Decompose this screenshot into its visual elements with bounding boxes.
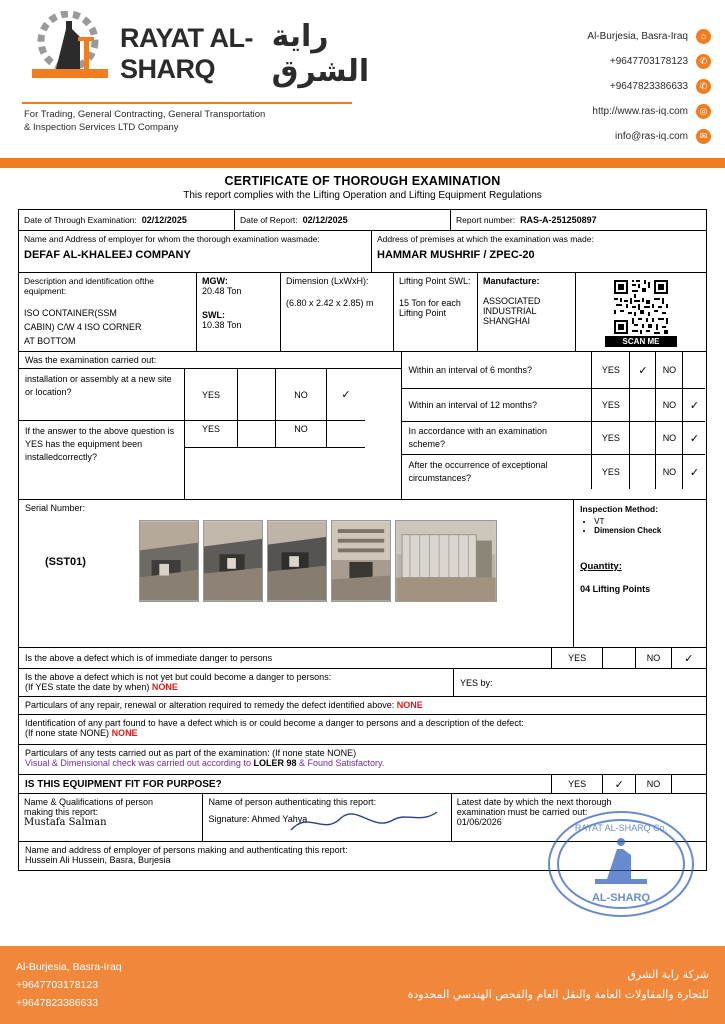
examination-q2-text [19, 421, 185, 499]
header-accent-bar [0, 158, 725, 168]
employer-left-value: DEFAF AL-KHALEEJ COMPANY [24, 249, 191, 261]
page-subtitle: This report complies with the Lifting Operation and Lifting Equipment Regulations [183, 190, 542, 201]
identification-line1: Identification of any part found to have a defect which is or could become a danger to persons and a description of the defect: [25, 718, 524, 728]
future-danger-value: NONE [151, 682, 178, 692]
immediate-danger-no-tick[interactable]: ✓ [672, 648, 706, 669]
tests-regulation: LOLER 98 [253, 758, 297, 768]
scheme-label: In accordance with an examination scheme? [402, 422, 592, 455]
stamp-bottom-text: AL-SHARQ [591, 892, 651, 904]
next-exam-label-2: examination must be carried out: [456, 807, 588, 817]
contact-phone-2-text: +9647823386633 [609, 81, 688, 92]
signature-name: Ahmed Yahya [251, 814, 308, 824]
interval-6-no-tick[interactable] [683, 352, 705, 389]
exceptional-label: After the occurrence of exceptional circumstances? [402, 455, 592, 489]
tagline-line-1: For Trading, General Contracting, General Transportation [24, 109, 266, 120]
scheme-row [402, 422, 706, 455]
dimension-cell [281, 273, 394, 352]
footer-phone-2: +9647823386633 [16, 997, 99, 1009]
phone-icon: ✆ [696, 79, 711, 94]
fit-for-purpose-row [19, 775, 706, 794]
exceptional-no-tick[interactable]: ✓ [689, 466, 700, 479]
certificate-table [18, 209, 707, 871]
contact-phone-1 [411, 49, 711, 74]
contact-email[interactable] [411, 124, 711, 149]
interval-6-no[interactable]: NO [656, 352, 683, 389]
examination-right [402, 352, 706, 499]
quantity-label: Quantity: [580, 561, 622, 572]
q1-tick-cell[interactable]: ✓ [327, 369, 365, 421]
signature-row [19, 794, 706, 842]
company-logo-icon [22, 11, 118, 97]
description-value-2: CABIN) C/W 4 ISO CORNER [24, 322, 142, 332]
mgw-value: 20.48 Ton [202, 286, 242, 296]
footer-arabic-1: شركة راية الشرق [627, 968, 709, 981]
logo-block [14, 8, 374, 134]
serial-label: Serial Number: [25, 503, 86, 513]
interval-6-yes[interactable]: YES [592, 352, 630, 389]
employer-left-label: Name and Address of employer for whom the thorough examination wasmade: [24, 234, 320, 244]
quantity-value: 04 Lifting Points [580, 584, 651, 594]
report-number-cell [451, 210, 706, 231]
lifting-point-photo-2 [203, 520, 263, 602]
next-exam-cell [452, 794, 706, 842]
exceptional-no[interactable]: NO [656, 455, 683, 489]
interval-12-label: Within an interval of 12 months? [402, 389, 592, 422]
report-number-label: Report number: [456, 215, 516, 225]
title-block [0, 168, 725, 203]
description-row [19, 273, 706, 352]
contact-website-text[interactable]: http://www.ras-iq.com [592, 106, 688, 117]
company-name-en: RAYAT AL-SHARQ [120, 23, 254, 84]
examination-q2-row [19, 421, 401, 499]
description-value-3: AT BOTTOM [24, 336, 76, 346]
contact-email-text[interactable]: info@ras-iq.com [615, 131, 688, 142]
page-title: CERTIFICATE OF THOROUGH EXAMINATION [224, 174, 501, 188]
authenticator-label: Name of person authenticating this report: [208, 797, 377, 807]
reporter-name: Mustafa Salman [24, 817, 107, 828]
manufacture-label: Manufacture: [483, 276, 540, 286]
reporter-cell [19, 794, 203, 842]
contact-address [411, 24, 711, 49]
lifting-point-value: 15 Ton for each Lifting Point [399, 298, 461, 318]
fit-no-tick[interactable] [672, 775, 706, 794]
qr-cell [576, 273, 706, 352]
page-footer [0, 946, 725, 1024]
lifting-point-label: Lifting Point SWL: [399, 276, 471, 286]
future-danger-line2: (If YES state the date by when) [25, 682, 150, 692]
reporter-label-2: making this report: [24, 807, 99, 817]
q2-yes-cell[interactable]: YES [185, 421, 238, 448]
serial-row [19, 499, 706, 648]
scheme-yes[interactable]: YES [592, 422, 630, 455]
mail-icon: ✉ [696, 129, 711, 144]
identification-value: NONE [111, 728, 138, 738]
contact-phone-1-text: +9647703178123 [609, 56, 688, 67]
repair-label [19, 697, 706, 715]
employer-right-cell [372, 231, 706, 273]
container-photo-5 [395, 520, 497, 602]
qr-code[interactable] [605, 278, 677, 347]
inspection-method-2: • Dimension Check [594, 526, 700, 535]
contact-block [411, 8, 711, 149]
footer-phone-1: +9647703178123 [16, 979, 99, 991]
inspection-method-1: • VT [594, 517, 700, 526]
scheme-no[interactable]: NO [656, 422, 683, 455]
date-exam-value: 02/12/2025 [141, 215, 187, 225]
serial-right-cell [574, 500, 706, 648]
exceptional-yes-tick[interactable] [630, 455, 656, 489]
description-cell [19, 273, 197, 352]
description-value-1: ISO CONTAINER(SSM [24, 308, 117, 318]
page-header [0, 0, 725, 158]
repair-value: NONE [396, 700, 423, 710]
manufacture-cell [478, 273, 576, 352]
mgw-label: MGW: [202, 276, 228, 286]
examination-q1-row [19, 369, 401, 421]
photo-strip [131, 516, 505, 608]
interval-6-label: Within an interval of 6 months? [402, 352, 592, 389]
interval-12-yes-tick[interactable] [630, 389, 656, 422]
scheme-no-tick[interactable]: ✓ [683, 422, 705, 455]
location-icon: ⌂ [696, 29, 711, 44]
q2-no-cell[interactable]: NO [276, 421, 327, 448]
identification-line2: (If none state NONE) [25, 728, 110, 738]
next-exam-label-1: Latest date by which the next thorough [456, 797, 612, 807]
examination-left [19, 352, 402, 499]
next-exam-date: 01/06/2026 [456, 817, 502, 827]
future-danger-label [19, 669, 454, 697]
fit-no[interactable]: NO [636, 775, 671, 794]
swl-label: SWL: [202, 310, 225, 320]
lifting-point-photo-1 [139, 520, 199, 602]
q2-blank1-cell[interactable] [238, 421, 276, 448]
immediate-danger-yes[interactable]: YES [552, 648, 603, 669]
repair-text: Particulars of any repair, renewal or alteration required to remedy the defect identified above: [25, 700, 395, 710]
examination-block [19, 352, 706, 499]
exceptional-yes[interactable]: YES [592, 455, 630, 489]
identification-label [19, 715, 706, 745]
examination-q2-label: If the answer to the above question is YES has the equipment been installedcorrectly? [25, 426, 175, 462]
contact-address-text: Al-Burjesia, Basra-Iraq [587, 31, 688, 42]
employer-address-label: Name and address of employer of persons making and authenticating this report: [25, 845, 348, 855]
report-number-value: RAS-A-251250897 [520, 215, 597, 225]
signature-label: Signature: [208, 814, 250, 824]
immediate-danger-label: Is the above a defect which is of immediate danger to persons [19, 648, 552, 669]
fit-for-purpose-label: IS THIS EQUIPMENT FIT FOR PURPOSE? [19, 775, 552, 794]
exceptional-row [402, 455, 706, 489]
reporter-label-1: Name & Qualifications of person [24, 797, 154, 807]
employer-right-value: HAMMAR MUSHRIF / ZPEC-20 [377, 249, 535, 261]
logo-divider [22, 102, 352, 104]
inspection-method-label: Inspection Method: [580, 504, 659, 514]
date-exam-label: Date of Through Examination: [24, 215, 137, 225]
lifting-point-photo-3 [267, 520, 327, 602]
future-danger-yesby[interactable]: YES by: [454, 669, 706, 697]
date-exam-cell [19, 210, 235, 231]
interval-12-no[interactable]: NO [656, 389, 683, 422]
tagline-line-2: & Inspection Services LTD Company [24, 122, 179, 133]
lifting-point-cell [394, 273, 478, 352]
authenticator-cell [203, 794, 451, 842]
tests-line1: Particulars of any tests carried out as part of the examination: (If none state NONE) [25, 748, 357, 758]
date-report-label: Date of Report: [240, 215, 298, 225]
fit-yes-tick[interactable]: ✓ [603, 775, 636, 794]
serial-value: (SST01) [45, 556, 86, 568]
contact-phone-2 [411, 74, 711, 99]
employer-left-cell [19, 231, 372, 273]
manufacture-value: ASSOCIATED INDUSTRIAL SHANGHAI [483, 296, 541, 326]
tests-line2a: Visual & Dimensional check was carried out according to [25, 758, 254, 768]
immediate-danger-yes-tick[interactable] [603, 648, 636, 669]
tests-row [19, 745, 706, 775]
interval-12-row [402, 389, 706, 422]
q2-tick-cell[interactable] [327, 421, 365, 448]
description-label: Description and identification ofthe equipment: [24, 276, 154, 296]
immediate-danger-no[interactable]: NO [636, 648, 671, 669]
contact-website[interactable] [411, 99, 711, 124]
examination-q1-text: installation or assembly at a new site or location? [19, 369, 185, 421]
q1-blank-cell[interactable] [238, 369, 276, 421]
lifting-point-photo-4 [331, 520, 391, 602]
future-danger-line1: Is the above a defect which is not yet but could become a danger to persons: [25, 672, 332, 682]
q1-no-cell[interactable]: NO [276, 369, 327, 421]
footer-arabic-2: للتجارة والمقاولات العامة والنقل العام والفحص الهندسي المحدودة [407, 988, 709, 1001]
dimension-value: (6.80 x 2.42 x 2.85) m [286, 298, 374, 308]
fit-yes[interactable]: YES [552, 775, 603, 794]
stamp-top-text: RAYAT AL-SHARQ Co. [574, 823, 668, 833]
q1-yes-cell[interactable]: YES [185, 369, 238, 421]
interval-6-yes-tick[interactable]: ✓ [630, 352, 656, 389]
employer-address-row [19, 842, 706, 870]
swl-value: 10.38 Ton [202, 320, 242, 330]
mgw-cell [197, 273, 281, 352]
employer-row [19, 231, 706, 273]
dimension-label: Dimension (LxWxH): [286, 276, 369, 286]
employer-address-cell [19, 842, 706, 870]
footer-address: Al-Burjesia, Basra-Iraq [16, 961, 122, 973]
identification-row [19, 715, 706, 745]
interval-12-no-tick[interactable]: ✓ [683, 389, 705, 422]
examination-heading: Was the examination carried out: [19, 352, 401, 369]
repair-row [19, 697, 706, 715]
date-report-cell [235, 210, 451, 231]
company-name-ar: راية الشرق [271, 19, 370, 89]
serial-left-cell [19, 500, 574, 648]
qr-label: SCAN ME [605, 336, 677, 347]
qr-code-image[interactable] [605, 278, 677, 336]
interval-6-row [402, 352, 706, 389]
date-report-value: 02/12/2025 [302, 215, 348, 225]
info-row [19, 210, 706, 231]
phone-icon: ✆ [696, 54, 711, 69]
interval-12-yes[interactable]: YES [592, 389, 630, 422]
tests-line2c: & Found Satisfactory. [296, 758, 385, 768]
employer-address-value: Hussein Ali Hussein, Basra, Burjesia [25, 855, 171, 865]
scheme-yes-tick[interactable] [630, 422, 656, 455]
future-danger-row [19, 669, 706, 697]
tests-label [19, 745, 706, 775]
employer-right-label: Address of premises at which the examination was made: [377, 234, 594, 244]
immediate-danger-row [19, 648, 706, 669]
globe-icon: ◎ [696, 104, 711, 119]
